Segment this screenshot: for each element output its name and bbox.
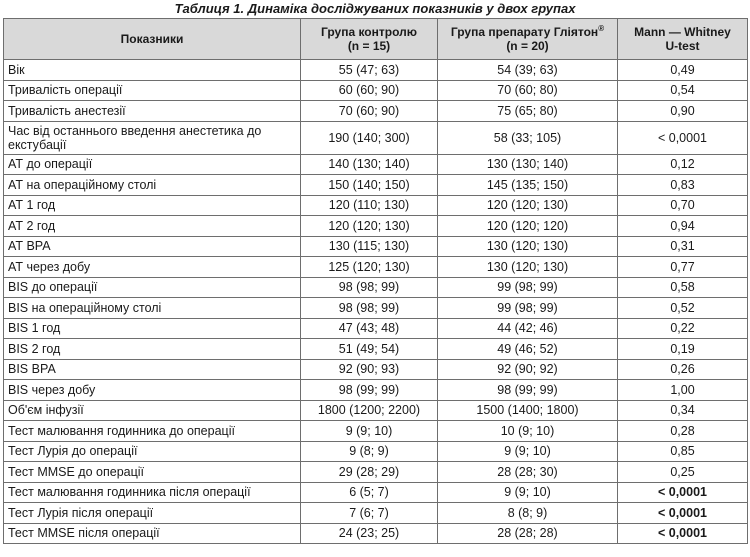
table-row <box>4 503 748 524</box>
header-gliaton-n: (n = 20) <box>506 39 549 53</box>
table-row <box>4 257 748 278</box>
table-row <box>4 80 748 101</box>
cell-p-value: 0,12 <box>618 154 748 175</box>
cell-indicator: BIS 1 год <box>4 318 301 339</box>
table-row <box>4 421 748 442</box>
cell-control-value: 24 (23; 25) <box>301 523 438 544</box>
cell-gliaton-value: 145 (135; 150) <box>438 175 618 196</box>
registered-mark: ® <box>598 24 605 33</box>
cell-control-value: 60 (60; 90) <box>301 80 438 101</box>
table-row <box>4 523 748 544</box>
cell-indicator: BIS 2 год <box>4 339 301 360</box>
cell-control-value: 120 (110; 130) <box>301 195 438 216</box>
cell-gliaton-value: 10 (9; 10) <box>438 421 618 442</box>
cell-control-value: 55 (47; 63) <box>301 60 438 81</box>
header-control-n: (n = 15) <box>347 39 391 53</box>
table-row <box>4 60 748 81</box>
cell-gliaton-value: 130 (130; 140) <box>438 154 618 175</box>
table-row <box>4 380 748 401</box>
table-row <box>4 216 748 237</box>
cell-control-value: 7 (6; 7) <box>301 503 438 524</box>
cell-p-value: 0,94 <box>618 216 748 237</box>
cell-gliaton-value: 44 (42; 46) <box>438 318 618 339</box>
header-test-name: Mann — Whitney <box>634 25 731 39</box>
cell-p-value: 0,77 <box>618 257 748 278</box>
cell-gliaton-value: 9 (9; 10) <box>438 482 618 503</box>
cell-control-value: 150 (140; 150) <box>301 175 438 196</box>
cell-indicator: Час від останнього введення анестетика до екстубації <box>4 121 301 154</box>
cell-gliaton-value: 75 (65; 80) <box>438 101 618 122</box>
cell-indicator: АТ до операції <box>4 154 301 175</box>
cell-p-value: 0,54 <box>618 80 748 101</box>
cell-indicator: BIS на операційному столі <box>4 298 301 319</box>
header-gliaton-group <box>438 19 618 60</box>
cell-p-value: 0,34 <box>618 400 748 421</box>
cell-control-value: 47 (43; 48) <box>301 318 438 339</box>
cell-gliaton-value: 99 (98; 99) <box>438 277 618 298</box>
header-test-type: U-test <box>665 39 700 53</box>
cell-indicator: АТ 1 год <box>4 195 301 216</box>
cell-control-value: 130 (115; 130) <box>301 236 438 257</box>
cell-control-value: 98 (98; 99) <box>301 298 438 319</box>
header-control-group <box>301 19 438 60</box>
table-row <box>4 441 748 462</box>
cell-control-value: 51 (49; 54) <box>301 339 438 360</box>
cell-indicator: Тривалість операції <box>4 80 301 101</box>
cell-p-value: 1,00 <box>618 380 748 401</box>
cell-gliaton-value: 28 (28; 30) <box>438 462 618 483</box>
cell-control-value: 1800 (1200; 2200) <box>301 400 438 421</box>
cell-indicator: Об'єм інфузії <box>4 400 301 421</box>
cell-gliaton-value: 54 (39; 63) <box>438 60 618 81</box>
cell-indicator: BIS ВРА <box>4 359 301 380</box>
cell-indicator: АТ ВРА <box>4 236 301 257</box>
table-row <box>4 318 748 339</box>
table-row <box>4 101 748 122</box>
cell-control-value: 125 (120; 130) <box>301 257 438 278</box>
cell-indicator: АТ на операційному столі <box>4 175 301 196</box>
cell-control-value: 9 (8; 9) <box>301 441 438 462</box>
cell-p-value: < 0,0001 <box>618 503 748 524</box>
cell-p-value: 0,19 <box>618 339 748 360</box>
cell-p-value: 0,58 <box>618 277 748 298</box>
cell-control-value: 70 (60; 90) <box>301 101 438 122</box>
cell-gliaton-value: 120 (120; 120) <box>438 216 618 237</box>
cell-gliaton-value: 58 (33; 105) <box>438 121 618 154</box>
cell-p-value: 0,25 <box>618 462 748 483</box>
cell-gliaton-value: 49 (46; 52) <box>438 339 618 360</box>
cell-gliaton-value: 130 (120; 130) <box>438 257 618 278</box>
cell-gliaton-value: 98 (99; 99) <box>438 380 618 401</box>
table-row <box>4 339 748 360</box>
header-indicator: Показники <box>4 19 301 60</box>
cell-gliaton-value: 130 (120; 130) <box>438 236 618 257</box>
cell-p-value: < 0,0001 <box>618 121 748 154</box>
cell-control-value: 98 (99; 99) <box>301 380 438 401</box>
cell-gliaton-value: 28 (28; 28) <box>438 523 618 544</box>
cell-control-value: 29 (28; 29) <box>301 462 438 483</box>
cell-p-value: 0,26 <box>618 359 748 380</box>
cell-gliaton-value: 120 (120; 130) <box>438 195 618 216</box>
cell-control-value: 140 (130; 140) <box>301 154 438 175</box>
table-row <box>4 298 748 319</box>
table-row <box>4 277 748 298</box>
cell-indicator: Тест малювання годинника до операції <box>4 421 301 442</box>
cell-p-value: 0,52 <box>618 298 748 319</box>
cell-control-value: 98 (98; 99) <box>301 277 438 298</box>
table-row <box>4 359 748 380</box>
cell-indicator: BIS через добу <box>4 380 301 401</box>
cell-gliaton-value: 70 (60; 80) <box>438 80 618 101</box>
cell-p-value: 0,31 <box>618 236 748 257</box>
table-body <box>4 60 748 544</box>
cell-control-value: 190 (140; 300) <box>301 121 438 154</box>
cell-p-value: < 0,0001 <box>618 523 748 544</box>
table-header-row <box>4 19 748 60</box>
table-row <box>4 462 748 483</box>
cell-indicator: Тривалість анестезії <box>4 101 301 122</box>
results-table <box>3 18 748 544</box>
cell-indicator: АТ 2 год <box>4 216 301 237</box>
header-control-name: Група контролю <box>321 25 417 39</box>
cell-control-value: 6 (5; 7) <box>301 482 438 503</box>
cell-indicator: Тест Лурія після операції <box>4 503 301 524</box>
cell-indicator: Вік <box>4 60 301 81</box>
cell-p-value: < 0,0001 <box>618 482 748 503</box>
cell-p-value: 0,70 <box>618 195 748 216</box>
cell-indicator: BIS до операції <box>4 277 301 298</box>
cell-control-value: 120 (120; 130) <box>301 216 438 237</box>
cell-p-value: 0,28 <box>618 421 748 442</box>
cell-p-value: 0,22 <box>618 318 748 339</box>
cell-indicator: АТ через добу <box>4 257 301 278</box>
table-row <box>4 195 748 216</box>
cell-p-value: 0,85 <box>618 441 748 462</box>
cell-control-value: 9 (9; 10) <box>301 421 438 442</box>
cell-indicator: Тест малювання годинника після операції <box>4 482 301 503</box>
cell-indicator: Тест Лурія до операції <box>4 441 301 462</box>
cell-gliaton-value: 99 (98; 99) <box>438 298 618 319</box>
cell-indicator: Тест MMSE після операції <box>4 523 301 544</box>
header-mann-whitney <box>618 19 748 60</box>
table-row <box>4 400 748 421</box>
cell-gliaton-value: 9 (9; 10) <box>438 441 618 462</box>
cell-gliaton-value: 8 (8; 9) <box>438 503 618 524</box>
cell-gliaton-value: 1500 (1400; 1800) <box>438 400 618 421</box>
table-caption: Таблиця 1. Динаміка досліджуваних показників у двох групах <box>174 1 576 16</box>
table-row <box>4 121 748 154</box>
table-row <box>4 236 748 257</box>
table-row <box>4 175 748 196</box>
cell-control-value: 92 (90; 93) <box>301 359 438 380</box>
table-row <box>4 482 748 503</box>
header-gliaton-name: Група препарату Гліятон <box>450 25 599 39</box>
cell-p-value: 0,83 <box>618 175 748 196</box>
cell-p-value: 0,49 <box>618 60 748 81</box>
cell-indicator: Тест MMSE до операції <box>4 462 301 483</box>
cell-p-value: 0,90 <box>618 101 748 122</box>
table-row <box>4 154 748 175</box>
cell-gliaton-value: 92 (90; 92) <box>438 359 618 380</box>
